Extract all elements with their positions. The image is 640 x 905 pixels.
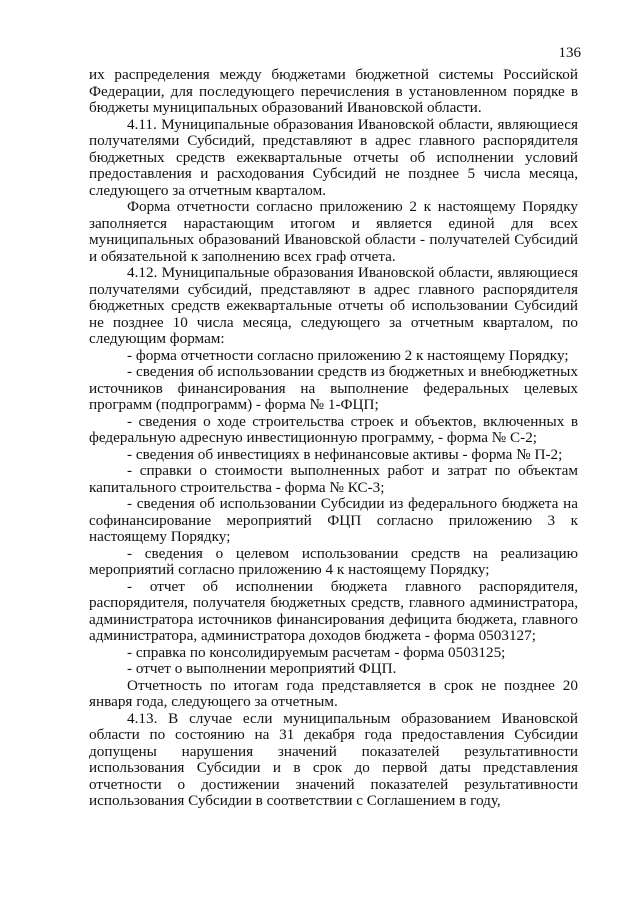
list-item: - сведения об инвестициях в нефинансовые активы - форма № П-2;	[127, 445, 563, 463]
paragraph-continuation: их распределения между бюджетами бюджетной системы Российской Федерации, для последующего перечисления в установленном порядке в бюджеты муниципальных образований Ивановской области.	[89, 66, 578, 116]
paragraph-annual-report: Отчетность по итогам года представляется в срок не позднее 20 января года, следующего за отчетным.	[89, 676, 578, 710]
list-item: - справка по консолидируемым расчетам - форма 0503125;	[127, 643, 506, 661]
list-item: - отчет об исполнении бюджета главного распорядителя, распорядителя, получателя бюджетных средств, главного администратора, администратора источников финансирования дефицита бюджета, главного администратора, администратора доходов бюджета - форма 0503127;	[89, 577, 578, 644]
paragraph-4-11: 4.11. Муниципальные образования Ивановской области, являющиеся получателями Субсидий, представляют в адрес главного распорядителя бюджетных средств ежеквартальные отчеты об исполнении условий предоставления и расходования Субсидий не позднее 5 числа месяца, следующего за отчетным кварталом.	[89, 115, 578, 199]
paragraph-4-13: 4.13. В случае если муниципальным образованием Ивановской области по состоянию на 31 декабря года предоставления Субсидии допущены нарушения значений показателей результативности использования Субсидии и в срок до первой даты представления отчетности о достижении значений показателей результативности использования Субсидии в соответствии с Соглашением в году,	[89, 709, 578, 809]
document-body	[89, 67, 578, 810]
list-item: - сведения о целевом использовании средств на реализацию мероприятий согласно приложению 4 к настоящему Порядку;	[89, 544, 578, 578]
list-item: - сведения об использовании Субсидии из федерального бюджета на софинансирование мероприятий ФЦП согласно приложению 3 к настоящему Порядку;	[89, 495, 578, 545]
list-item: - форма отчетности согласно приложению 2 к настоящему Порядку;	[127, 346, 569, 364]
page-number: 136	[558, 45, 581, 61]
list-item: - справки о стоимости выполненных работ и затрат по объектам капитального строительства - форма № КС-3;	[89, 462, 578, 496]
list-item: - отчет о выполнении мероприятий ФЦП.	[127, 660, 397, 677]
list-item: - сведения о ходе строительства строек и объектов, включенных в федеральную адресную инвестиционную программу, - форма № С-2;	[89, 412, 578, 446]
paragraph-4-12: 4.12. Муниципальные образования Ивановской области, являющиеся получателями субсидий, представляют в адрес главного распорядителя бюджетных средств ежеквартальные отчеты об использовании Субсидий не позднее 10 числа месяца, следующего за отчетным кварталом, по следующим формам:	[89, 264, 578, 347]
paragraph-report-form: Форма отчетности согласно приложению 2 к настоящему Порядку заполняется нарастающим итогом и является единой для всех муниципальных образований Ивановской области - получателей Субсидий и обязательной к заполнению всех граф отчета.	[89, 198, 578, 265]
list-item: - сведения об использовании средств из бюджетных и внебюджетных источников финансирования на выполнение федеральных целевых программ (подпрограмм) - форма № 1-ФЦП;	[89, 363, 578, 413]
